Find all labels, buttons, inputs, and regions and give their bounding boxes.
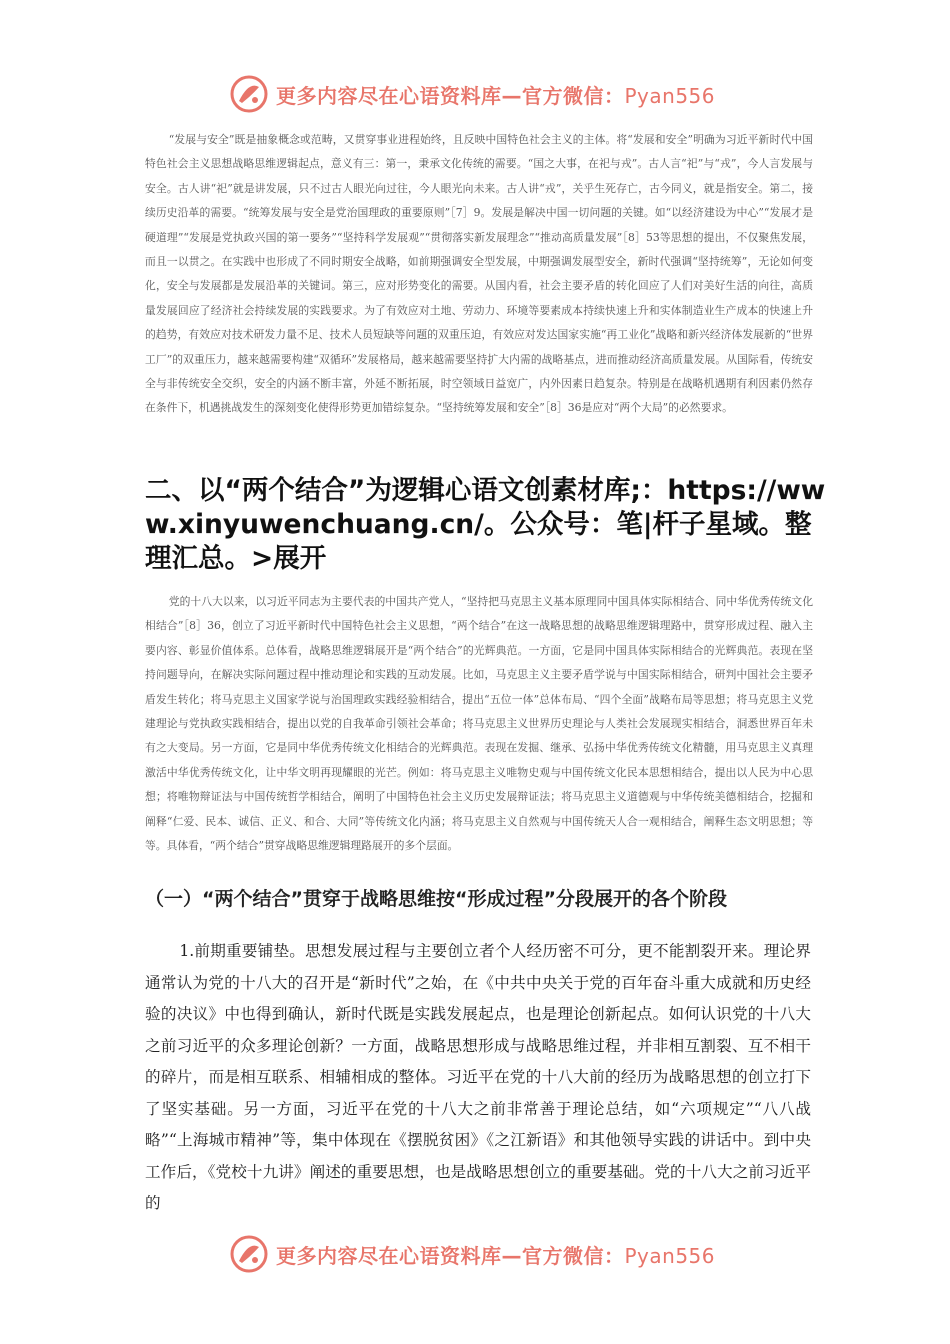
header-watermark-banner [228, 70, 748, 118]
footer-watermark-banner [228, 1230, 748, 1278]
body-paragraph-development-security: “发展与安全”既是抽象概念或范畴，又贯穿事业进程始终，且反映中国特色社会主义的主体。将“发展和安全”明确为习近平新时代中国特色社会主义思想战略思维逻辑起点，意义有三：第一，秉承文化传统的需要。“国之大事，在祀与戎”。古人言“祀”与“戎”，今人言发展与安全。古人讲“祀”就是讲发展，只不过古人眼光向过往，今人眼光向未来。古人讲“戎”，关乎生死存亡，古今同义，就是指安全。第二，接续历史沿革的需要。“统筹发展与安全是党治国理政的重要原则”［7］9。发展是解决中国一切问题的关键。如“以经济建设为中心”“发展才是硬道理”“发展是党执政兴国的第一要务”“坚持科学发展观”“贯彻落实新发展理念”“推动高质量发展”［8］53等思想的提出，不仅聚焦发展，而且一以贯之。在实践中也形成了不同时期安全战略，如前期强调安全型发展，中期强调发展型安全，新时代强调“坚持统筹”，无论如何变化，安全与发展都是发展沿革的关键词。第三，应对形势变化的需要。从国内看，社会主要矛盾的转化回应了人们对美好生活的向往，高质量发展回应了经济社会持续发展的实践要求。为了有效应对土地、劳动力、环境等要素成本持续快速上升和实体制造业生产成本的快速上升的趋势，有效应对技术研发力量不足、技术人员短缺等问题的双重压迫，有效应对发达国家实施“再工业化”战略和新兴经济体发展新的“世界工厂”的双重压力，越来越需要构建“双循环”发展格局，越来越需要坚持扩大内需的战略基点，进而推动经济高质量发展。从国际看，传统安全与非传统安全交织，安全的内涵不断丰富，外延不断拓展，时空领域日益宽广，内外因素日趋复杂。特别是在战略机遇期有利因素仍然存在条件下，机遇挑战发生的深刻变化使得形势更加错综复杂。“坚持统筹发展和安全”［8］36是应对“两个大局”的必然要求。 [145, 133, 813, 415]
subsection-heading-formation-process: （一）“两个结合”贯穿于战略思维按“形成过程”分段展开的各个阶段 [145, 888, 727, 910]
banner-wechat-id: Pyan556 [624, 1243, 716, 1268]
banner-wechat-id: Pyan556 [624, 83, 716, 108]
body-paragraph-two-combinations: 党的十八大以来，以习近平同志为主要代表的中国共产党人，“坚持把马克思主义基本原理同中国具体实际相结合、同中华优秀传统文化相结合”［8］36，创立了习近平新时代中国特色社会主义思想，“两个结合”在这一战略思想的战略思维逻辑理路中，贯穿形成过程、融入主要内容、彰显价值体系。总体看，战略思维逻辑展开是“两个结合”的光辉典范。一方面，它是同中国具体实际相结合的光辉典范。表现在坚持问题导向，在解决实际问题过程中推动理论和实践的互动发展。比如，马克思主义主要矛盾学说与中国实际相结合，研判中国社会主要矛盾发生转化；将马克思主义国家学说与治国理政实践经验相结合，提出“五位一体”总体布局、“四个全面”战略布局等思想；将马克思主义党建理论与党执政实践相结合，提出以党的自我革命引领社会革命；将马克思主义世界历史理论与人类社会发展现实相结合，洞悉世界百年未有之大变局。另一方面，它是同中华优秀传统文化相结合的光辉典范。表现在发掘、继承、弘扬中华优秀传统文化精髓，用马克思主义真理激活中华优秀传统文化，让中华文明再现耀眼的光芒。例如：将马克思主义唯物史观与中国传统文化民本思想相结合，提出以人民为中心思想；将唯物辩证法与中国传统哲学相结合，阐明了中国特色社会主义历史发展辩证法；将马克思主义道德观与中华传统美德相结合，挖掘和阐释“仁爱、民本、诚信、正义、和合、大同”等传统文化内涵；将马克思主义自然观与中国传统天人合一观相结合，阐释生态文明思想；等等。具体看，“两个结合”贯穿战略思维逻辑理路展开的多个层面。 [145, 595, 813, 853]
banner-text: 更多内容尽在心语资料库—官方微信：Pyan556 [276, 83, 716, 108]
xinyu-logo-icon [228, 73, 270, 115]
body-paragraph-early-groundwork: 1.前期重要铺垫。思想发展过程与主要创立者个人经历密不可分，更不能割裂开来。理论界通常认为党的十八大的召开是“新时代”之始，在《中共中央关于党的百年奋斗重大成就和历史经验的决议》中也得到确认，新时代既是实践发展起点，也是理论创新起点。如何认识党的十八大之前习近平的众多理论创新？一方面，战略思想形成与战略思维过程，并非相互割裂、互不相干的碎片，而是相互联系、相辅相成的整体。习近平在党的十八大前的经历为战略思想的创立打下了坚实基础。另一方面，习近平在党的十八大之前非常善于理论总结，如“六项规定”“八八战略”“上海城市精神”等，集中体现在《摆脱贫困》《之江新语》和其他领导实践的讲话中。到中央工作后，《党校十九讲》阐述的重要思想，也是战略思想创立的重要基础。党的十八大之前习近平的 [145, 942, 811, 1212]
section-heading-two-combinations: 二、以“两个结合”为逻辑心语文创素材库;：https://www.xinyuwenchuang.cn/。公众号：笔|杆子星域。整理汇总。>展开 [145, 475, 826, 574]
banner-text: 更多内容尽在心语资料库—官方微信：Pyan556 [276, 1243, 716, 1268]
xinyu-logo-icon [228, 1233, 270, 1275]
